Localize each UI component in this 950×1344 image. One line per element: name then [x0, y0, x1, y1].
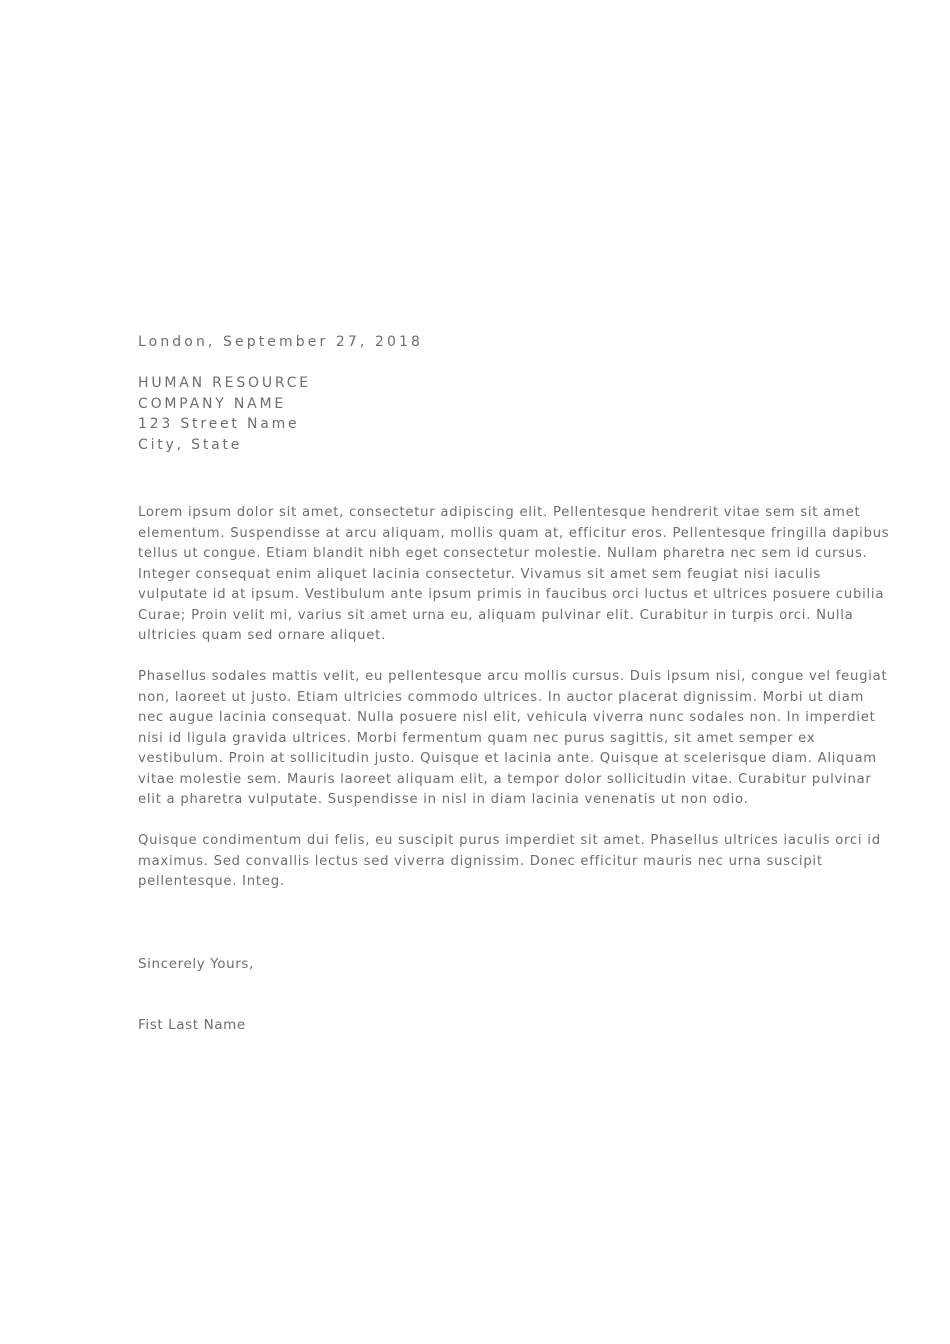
body-paragraph-1: Lorem ipsum dolor sit amet, consectetur adipiscing elit. Pellentesque hendrerit vitae sem sit amet elementum. Suspendisse at arcu aliquam, mollis quam at, efficitur eros. Pellentesque fringilla dapibus tellus ut congue. Etiam blandit nibh eget consectetur molestie. Nullam pharetra nec sem id cursus. Integer consequat enim aliquet lacinia consectetur. Vivamus sit amet sem feugiat nisi iaculis vulputate id at ipsum. Vestibulum ante ipsum primis in faucibus orci luctus et ultrices posuere cubilia Curae; Proin velit mi, varius sit amet urna eu, aliquam pulvinar elit. Curabitur in turpis orci. Nulla ultricies quam sed ornare aliquet.	[138, 505, 890, 643]
letter-closing: Sincerely Yours,	[138, 956, 254, 972]
recipient-company: COMPANY NAME	[138, 395, 287, 412]
body-paragraph-2: Phasellus sodales mattis velit, eu pellentesque arcu mollis cursus. Duis ipsum nisi, congue vel feugiat non, laoreet ut justo. Etiam ultricies commodo ultrices. In auctor placerat dignissim. Morbi ut diam nec augue lacinia consequat. Nulla posuere nisl elit, vehicula viverra nunc sodales non. In imperdiet nisi id ligula gravida ultrices. Morbi fermentum quam nec purus sagittis, sit amet semper ex vestibulum. Proin at sollicitudin justo. Quisque et lacinia ante. Quisque at scelerisque diam. Aliquam vitae molestie sem. Mauris laoreet aliquam elit, a tempor dolor sollicitudin vitae. Curabitur pulvinar elit a pharetra vulputate. Suspendisse in nisl in diam lacinia venenatis ut non odio.	[138, 669, 888, 807]
letter-body	[138, 503, 890, 913]
letter-signature-name: Fist Last Name	[138, 1017, 246, 1033]
letter-date: London, September 27, 2018	[138, 334, 423, 350]
recipient-street: 123 Street Name	[138, 416, 300, 433]
recipient-address	[138, 373, 311, 455]
recipient-department: HUMAN RESOURCE	[138, 375, 311, 391]
recipient-city-state: City, State	[138, 436, 243, 453]
body-paragraph-3: Quisque condimentum dui felis, eu suscipit purus imperdiet sit amet. Phasellus ultrices iaculis orci id maximus. Sed convallis lectus sed viverra dignissim. Donec efficitur mauris nec urna suscipit pellentesque. Integ.	[138, 833, 881, 889]
